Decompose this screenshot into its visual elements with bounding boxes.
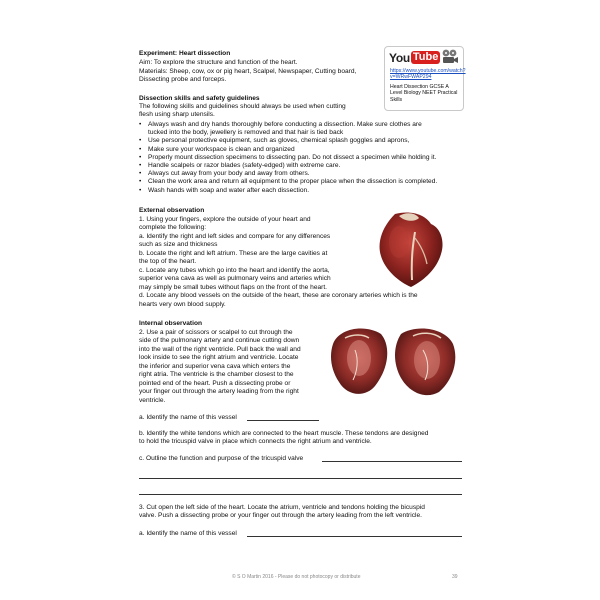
- skills-heading: Dissection skills and safety guidelines: [139, 95, 260, 102]
- external-line: hearts very own blood supply.: [139, 301, 226, 308]
- youtube-logo-you: You: [389, 50, 410, 65]
- copyright-footer: © S O Martin 2016 - Please do not photocopy or distribute: [232, 574, 361, 580]
- list-item: • Handle scalpels or razor blades (safety-edged) with extreme care.: [139, 162, 437, 170]
- external-line: superior vena cava as well as pulmonary veins and arteries which: [139, 275, 331, 282]
- external-heading: External observation: [139, 207, 205, 214]
- internal-line: right atria. The ventricle is the chamber closest to the: [139, 371, 294, 378]
- external-line: such as size and thickness: [139, 241, 218, 248]
- youtube-reference-box: [384, 46, 464, 111]
- list-item: • Make sure your workspace is clean and organized: [139, 146, 437, 154]
- list-item: • Use personal protective equipment, such as gloves, chemical splash goggles and aprons,: [139, 137, 437, 145]
- answer-line-c[interactable]: [322, 461, 462, 462]
- list-item: • Wash hands with soap and water after each dissection.: [139, 187, 437, 195]
- external-line: c. Locate any tubes which go into the heart and identify the aorta,: [139, 267, 330, 274]
- internal-heading: Internal observation: [139, 320, 203, 327]
- list-item: • Clean the work area and return all equipment to the proper place when the dissection is completed.: [139, 178, 437, 186]
- list-item: • Always cut away from your body and away from others.: [139, 170, 437, 178]
- step3-line-2: valve. Push a dissecting probe or your finger out through the artery leading from the left ventricle.: [139, 512, 422, 519]
- question-3a-label: a. Identify the name of this vessel: [139, 530, 237, 537]
- internal-line: side of the pulmonary artery and continue cutting down: [139, 337, 300, 344]
- experiment-title: Experiment: Heart dissection: [139, 50, 231, 57]
- external-line: 1. Using your fingers, explore the outside of your heart and: [139, 216, 311, 223]
- youtube-logo-tube: Tube: [412, 51, 439, 63]
- safety-guidelines-list: [139, 121, 437, 195]
- youtube-video-description: Heart Dissection GCSE A Level Biology NEET Practical Skills: [390, 84, 458, 103]
- question-b-line-2: to hold the tricuspid valve in place which connects the right atrium and ventricle.: [139, 438, 372, 445]
- external-line: d. Locate any blood vessels on the outside of the heart, these are coronary arteries which is the: [139, 292, 418, 299]
- film-reel-icon: [441, 49, 459, 65]
- external-line: b. Locate the right and left atrium. These are the large cavities at: [139, 250, 328, 257]
- answer-line-c-3[interactable]: [139, 494, 462, 495]
- internal-line: your finger out through the artery leading from the right: [139, 388, 299, 395]
- question-c-label: c. Outline the function and purpose of the tricuspid valve: [139, 455, 304, 462]
- internal-line: pointed end of the heart. Push a dissecting probe or: [139, 380, 291, 387]
- step3-line-1: 3. Cut open the left side of the heart. Locate the atrium, ventricle and tendons holding the bicuspid: [139, 504, 425, 511]
- external-line: complete the following:: [139, 224, 207, 231]
- aim-text: Aim: To explore the structure and function of the heart.: [139, 59, 298, 66]
- external-line: may simply be small tubes without flaps on the front of the heart.: [139, 284, 328, 291]
- internal-line: 2. Use a pair of scissors or scalpel to cut through the: [139, 329, 293, 336]
- external-line: a. Identify the right and left sides and compare for any differences: [139, 233, 331, 240]
- answer-line-a[interactable]: [247, 420, 319, 421]
- dissected-heart-photo: [325, 320, 462, 402]
- page-number: 39: [452, 574, 458, 580]
- internal-line: the inferior and superior vena cava which enters the: [139, 363, 291, 370]
- list-item: tucked into the body, jewellery is removed and that hair is tied back: [148, 129, 344, 137]
- materials-text-1: Materials: Sheep, cow, ox or pig heart, Scalpel, Newspaper, Cutting board,: [139, 68, 357, 75]
- whole-heart-photo: [355, 208, 462, 290]
- internal-line: look inside to see the right atrium and ventricle. Locate: [139, 354, 299, 361]
- answer-line-c-2[interactable]: [139, 478, 462, 479]
- youtube-video-link[interactable]: https://www.youtube.com/watch?v=WRwFWAP294: [390, 68, 466, 81]
- materials-text-2: Dissecting probe and forceps.: [139, 76, 227, 83]
- question-b-line-1: b. Identify the white tendons which are connected to the heart muscle. These tendons are designed: [139, 430, 429, 437]
- answer-line-3a[interactable]: [247, 536, 462, 537]
- list-item: • Properly mount dissection specimens to dissecting pan. Do not dissect a specimen while holding it.: [139, 154, 437, 162]
- list-item: • Always wash and dry hands thoroughly before conducting a dissection. Make sure clothes are: [139, 121, 437, 129]
- youtube-logo: [389, 50, 440, 65]
- question-a-label: a. Identify the name of this vessel: [139, 414, 237, 421]
- external-line: the top of the heart.: [139, 258, 197, 265]
- skills-intro-1: The following skills and guidelines should always be used when cutting: [139, 103, 346, 110]
- internal-line: ventricle.: [139, 397, 166, 404]
- internal-line: into the wall of the right ventricle. Pull back the wall and: [139, 346, 301, 353]
- skills-intro-2: flesh using sharp utensils.: [139, 111, 215, 118]
